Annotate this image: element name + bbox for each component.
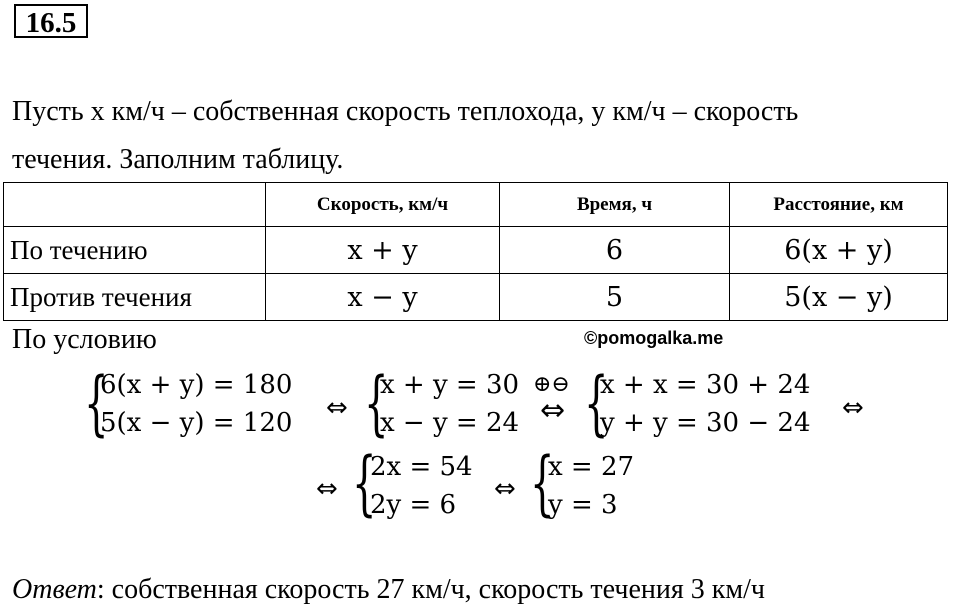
equivalence-icon: ⇔ [842,393,864,423]
system3-eq2: y + y = 30 − 24 [600,408,811,438]
answer-line [12,574,765,606]
brace-icon: { [584,362,609,444]
system3-eq1: x + x = 30 + 24 [600,370,811,400]
system2-eq1: x + y = 30 [380,370,520,400]
brace-icon: { [364,362,389,444]
system1-eq1: 6(x + y) = 180 [100,370,293,400]
add-subtract-icon: ⊕⊖ [533,372,570,397]
row-label: По течению [4,227,266,274]
equivalence-icon: ⇔ [494,474,516,504]
brace-icon: { [530,442,555,524]
system4-eq2: 2y = 6 [370,490,457,520]
data-table [3,182,948,321]
system1-eq2: 5(x − y) = 120 [100,408,293,438]
table-header-cell: Время, ч [500,183,730,227]
intro-line-1: Пусть x км/ч – собственная скорость теплохода, y км/ч – скорость [12,96,799,127]
distance-cell: 6(x + y) [730,227,948,274]
brace-icon: { [352,442,377,524]
system4-eq1: 2x = 54 [370,452,473,482]
answer-text: : собственная скорость 27 км/ч, скорость течения 3 км/ч [96,574,765,605]
table-header-cell: Расстояние, км [730,183,948,227]
problem-number: 16.5 [14,4,88,38]
watermark: ©pomogalka.me [584,328,724,348]
condition-label: По условию [12,324,157,355]
system5-eq1: x = 27 [548,452,635,482]
equivalence-icon: ⇔ [326,393,348,423]
table-header-cell: Скорость, км/ч [266,183,500,227]
system2-eq2: x − y = 24 [380,408,520,438]
time-cell: 5 [500,274,730,321]
system5-eq2: y = 3 [548,490,618,520]
speed-cell: x + y [266,227,500,274]
table-row [4,274,948,321]
table-header-row [4,183,948,227]
answer-label: Ответ [12,574,97,605]
equivalence-icon: ⇔ [540,393,566,428]
brace-icon: { [84,362,109,444]
speed-cell: x − y [266,274,500,321]
table-header-cell [4,183,266,227]
row-label: Против течения [4,274,266,321]
table-row [4,227,948,274]
time-cell: 6 [500,227,730,274]
intro-line-2: течения. Заполним таблицу. [12,144,344,175]
equivalence-icon: ⇔ [316,474,338,504]
distance-cell: 5(x − y) [730,274,948,321]
